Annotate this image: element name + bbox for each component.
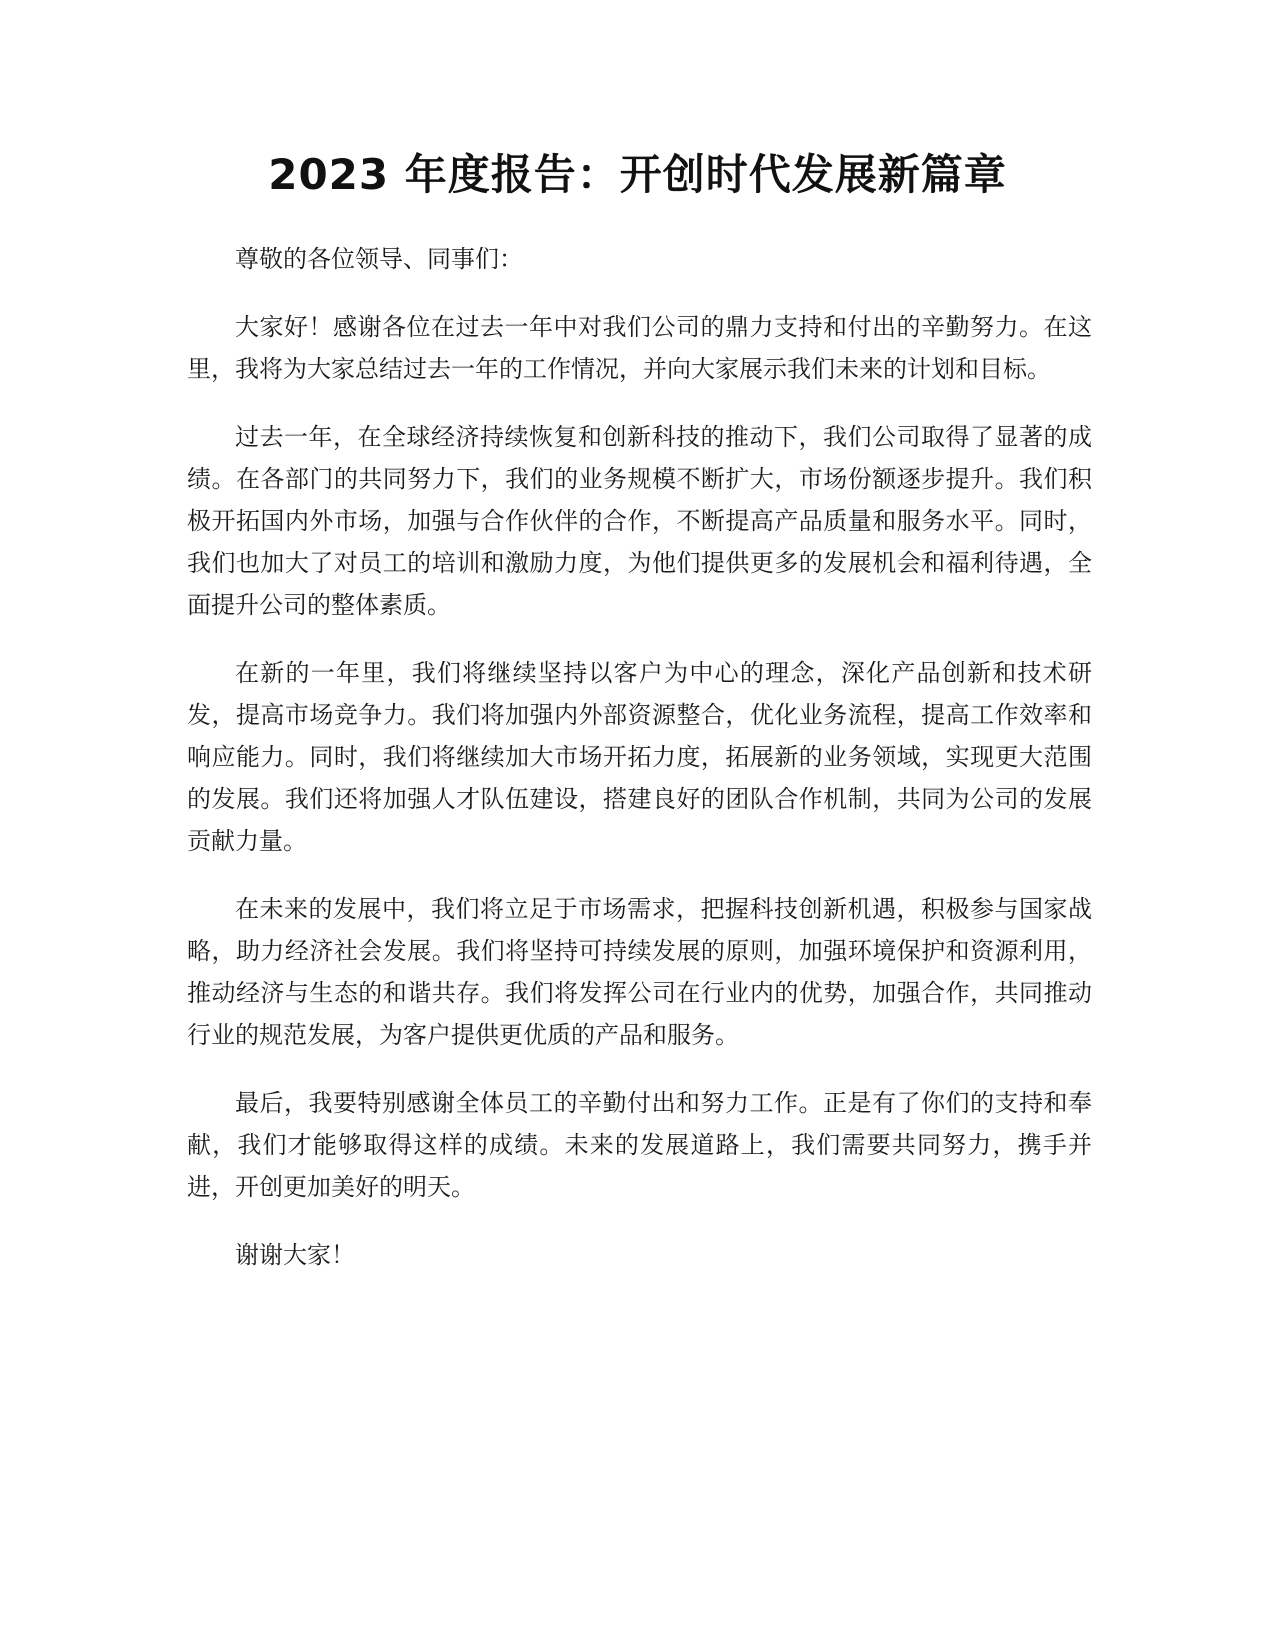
paragraph-future: 在未来的发展中，我们将立足于市场需求，把握科技创新机遇，积极参与国家战略，助力经济社会发展。我们将坚持可持续发展的原则，加强环境保护和资源利用，推动经济与生态的和谐共存。我们将发挥公司在行业内的优势，加强合作，共同推动行业的规范发展，为客户提供更优质的产品和服务。	[187, 895, 1092, 1049]
salutation: 尊敬的各位领导、同事们：	[235, 245, 523, 273]
paragraph-past-year: 过去一年，在全球经济持续恢复和创新科技的推动下，我们公司取得了显著的成绩。在各部门的共同努力下，我们的业务规模不断扩大，市场份额逐步提升。我们积极开拓国内外市场，加强与合作伙伴的合作，不断提高产品质量和服务水平。同时，我们也加大了对员工的培训和激励力度，为他们提供更多的发展机会和福利待遇，全面提升公司的整体素质。	[187, 423, 1092, 619]
closing: 谢谢大家！	[235, 1241, 355, 1269]
paragraph-thanks: 最后，我要特别感谢全体员工的辛勤付出和努力工作。正是有了你们的支持和奉献，我们才能够取得这样的成绩。未来的发展道路上，我们需要共同努力，携手并进，开创更加美好的明天。	[187, 1089, 1092, 1201]
paragraph-new-year: 在新的一年里，我们将继续坚持以客户为中心的理念，深化产品创新和技术研发，提高市场竞争力。我们将加强内外部资源整合，优化业务流程，提高工作效率和响应能力。同时，我们将继续加大市场开拓力度，拓展新的业务领域，实现更大范围的发展。我们还将加强人才队伍建设，搭建良好的团队合作机制，共同为公司的发展贡献力量。	[187, 659, 1092, 855]
document-title: 2023 年度报告：开创时代发展新篇章	[268, 150, 1007, 199]
paragraph-greeting: 大家好！感谢各位在过去一年中对我们公司的鼎力支持和付出的辛勤努力。在这里，我将为大家总结过去一年的工作情况，并向大家展示我们未来的计划和目标。	[187, 313, 1092, 383]
document-body	[187, 238, 1092, 1302]
